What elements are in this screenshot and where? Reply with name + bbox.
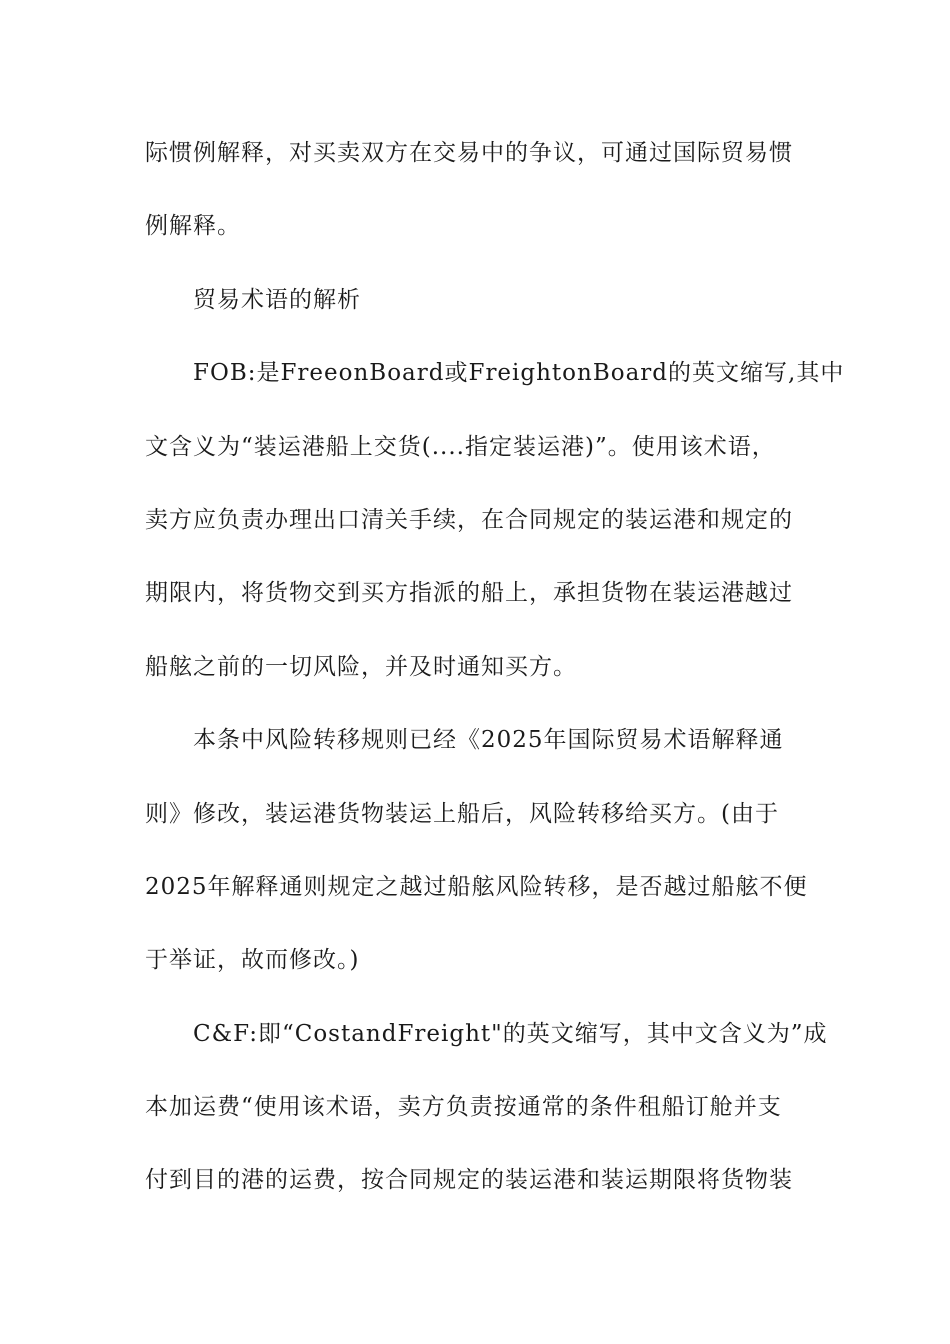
- text-line-12: 于举证，故而修改。): [145, 947, 360, 974]
- text-line-4: FOB:是FreeonBoard或FreightonBoard的英文缩写,其中: [193, 360, 845, 387]
- text-line-13: C&F:即“CostandFreight"的英文缩写，其中文含义为”成: [193, 1020, 828, 1047]
- text-line-6: 卖方应负责办理出口清关手续，在合同规定的装运港和规定的: [145, 506, 793, 533]
- text-line-8: 船舷之前的一切风险，并及时通知买方。: [145, 653, 577, 680]
- text-line-5: 文含义为“装运港船上交货(....指定装运港)”。使用该术语，: [145, 433, 776, 460]
- section-heading: 贸易术语的解析: [193, 286, 361, 313]
- text-line-7: 期限内，将货物交到买方指派的船上，承担货物在装运港越过: [145, 580, 793, 607]
- text-line-9: 本条中风险转移规则已经《2025年国际贸易术语解释通: [193, 727, 784, 754]
- text-line-11: 2025年解释通则规定之越过船舷风险转移，是否越过船舷不便: [145, 873, 808, 900]
- document-body: [145, 128, 845, 1229]
- text-line-14: 本加运费“使用该术语，卖方负责按通常的条件租船订舱并支: [145, 1094, 782, 1121]
- text-line-15: 付到目的港的运费，按合同规定的装运港和装运期限将货物装: [145, 1167, 793, 1194]
- text-line-1: 际惯例解释，对买卖双方在交易中的争议，可通过国际贸易惯: [145, 140, 793, 166]
- text-line-10: 则》修改，装运港货物装运上船后，风险转移给买方。(由于: [145, 800, 779, 827]
- text-line-2: 例解释。: [145, 213, 241, 240]
